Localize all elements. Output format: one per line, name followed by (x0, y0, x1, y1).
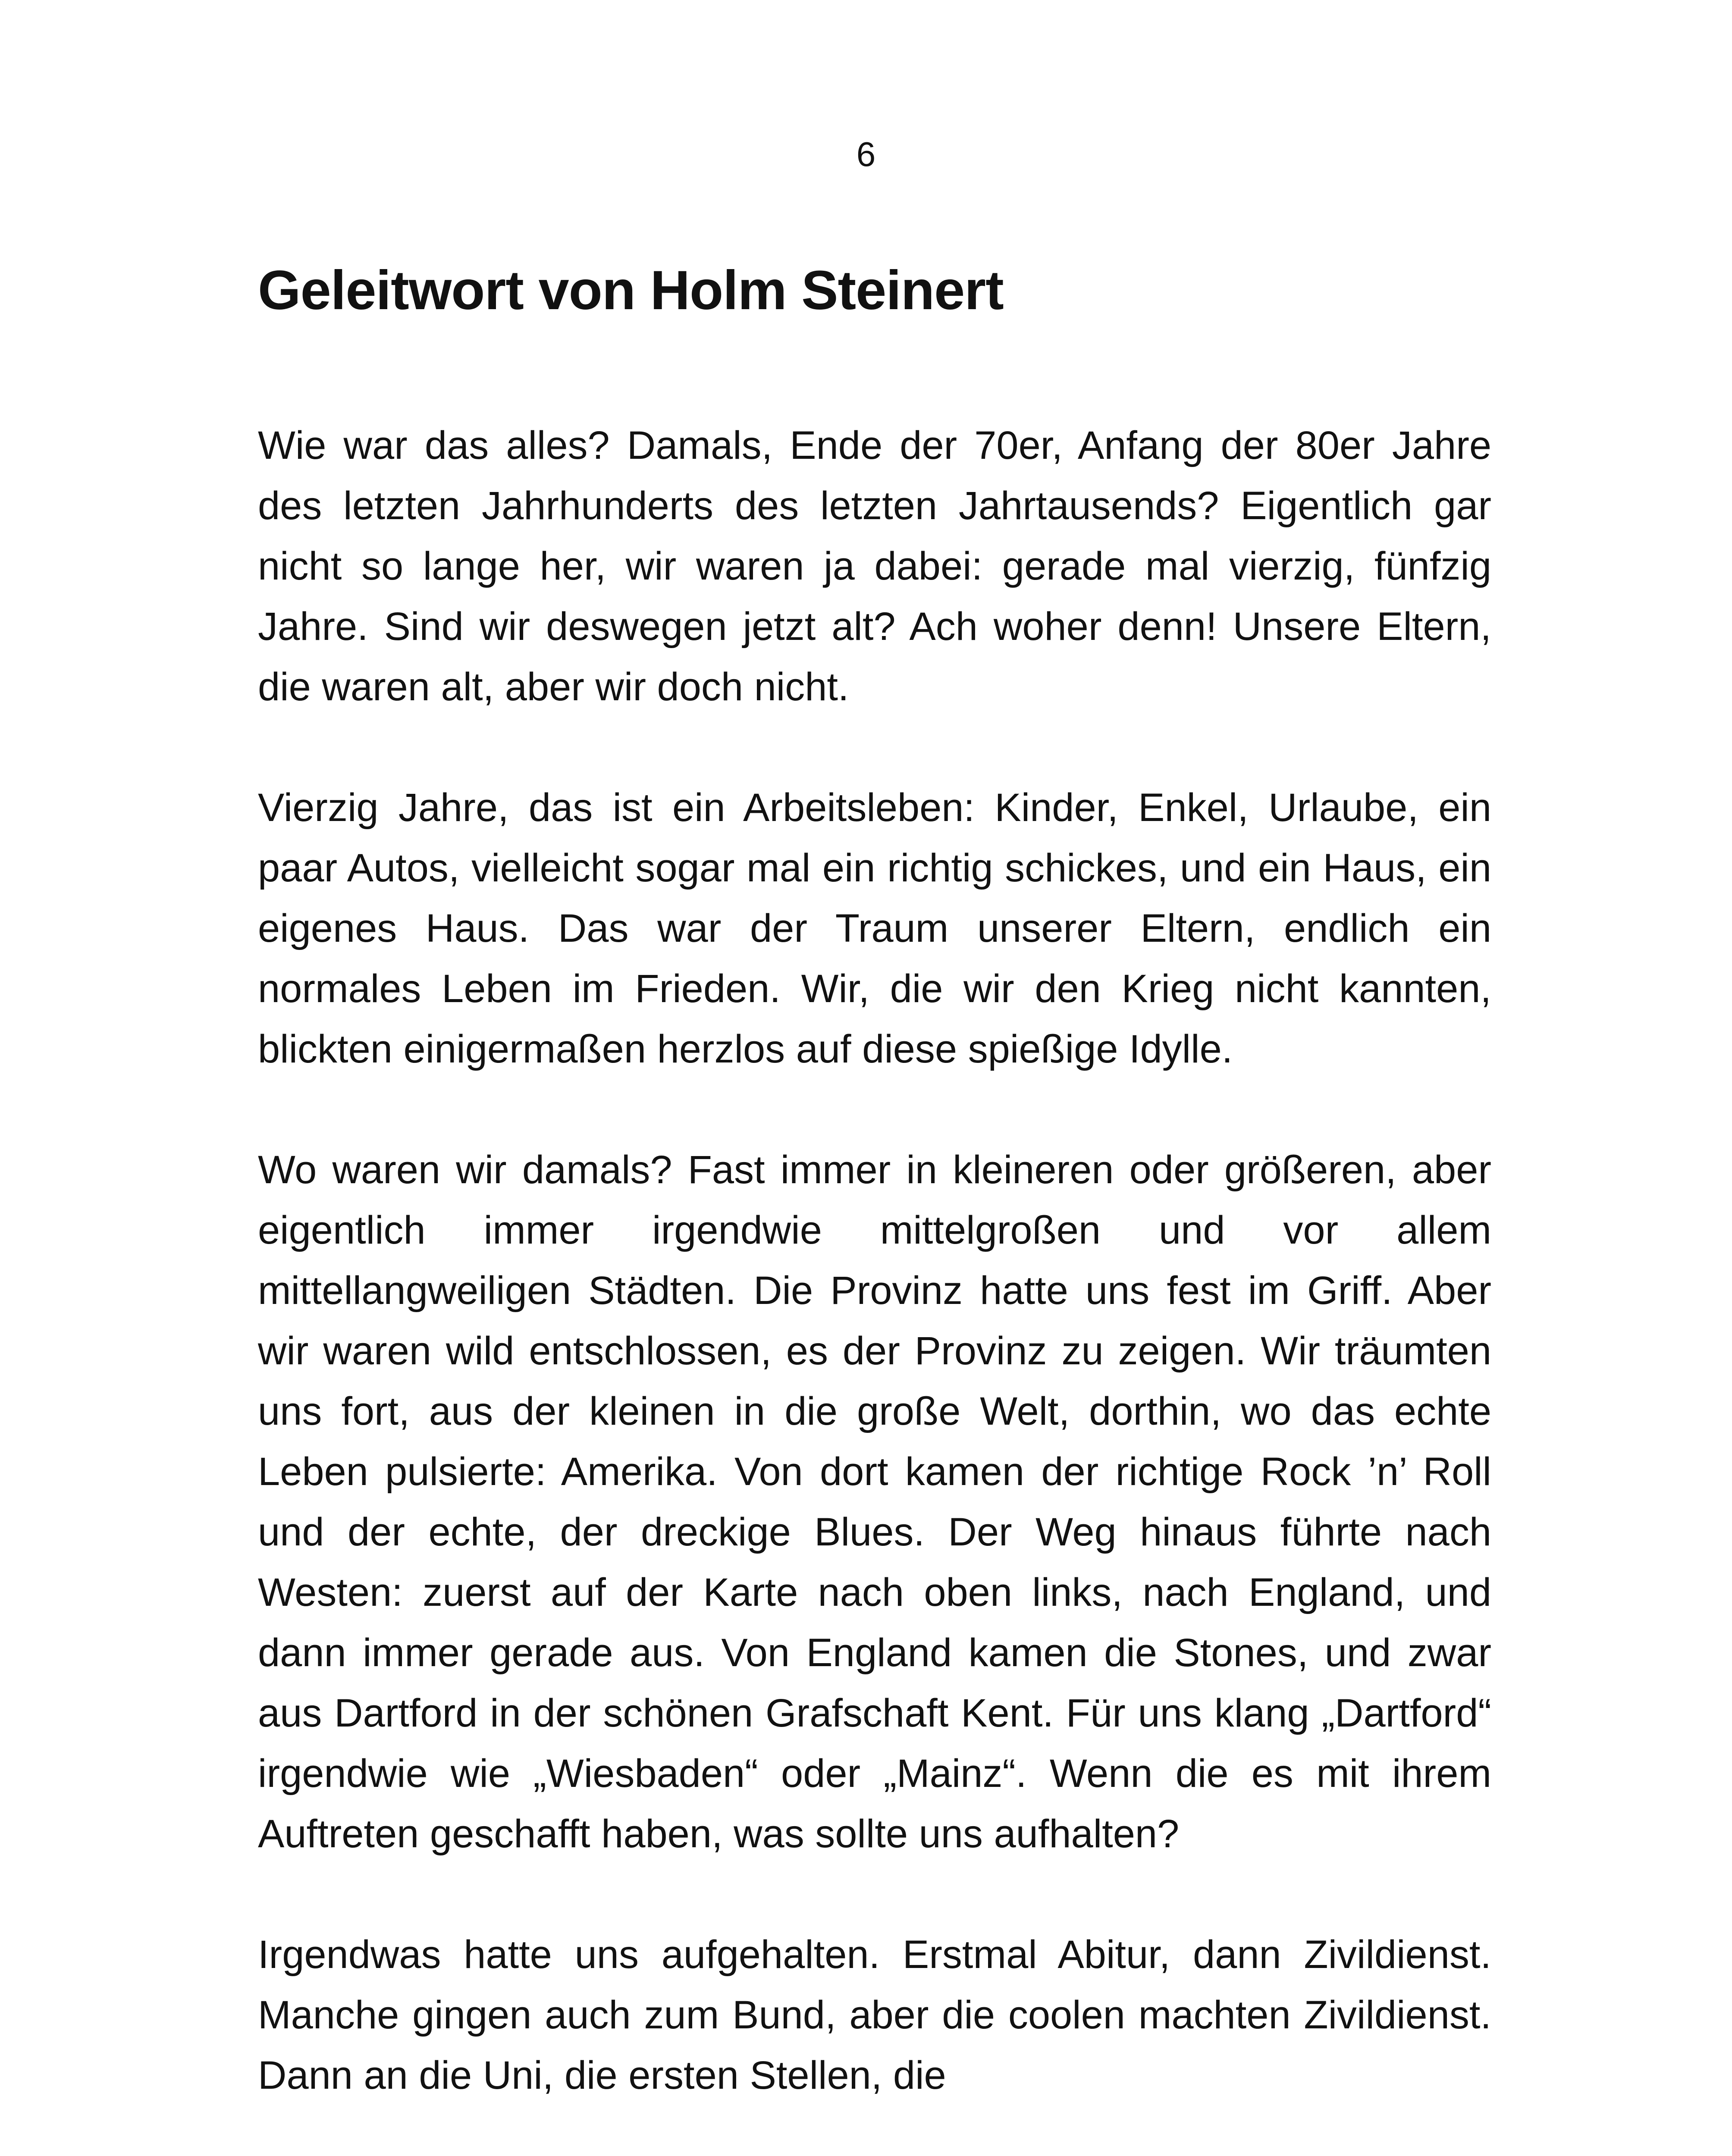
paragraph: Wo waren wir damals? Fast immer in kleineren oder größeren, aber eigentlich immer irgendwie mittelgroßen und vor allem mittellangweiligen Städten. Die Provinz hatte uns fest im Griff. Aber wir waren wild entschlossen, es der Provinz zu zeigen. Wir träumten uns fort, aus der kleinen in die große Welt, dorthin, wo das echte Leben pulsierte: Amerika. Von dort kamen der richtige Rock ’n’ Roll und der echte, der dreckige Blues. Der Weg hinaus führte nach Westen: zuerst auf der Karte nach oben links, nach England, und dann immer gerade aus. Von England kamen die Stones, und zwar aus Dartford in der schönen Grafschaft Kent. Für uns klang „Dartford“ irgendwie wie „Wiesbaden“ oder „Mainz“. Wenn die es mit ihrem Auftreten geschafft haben, was sollte uns aufhalten? (258, 1148, 1491, 1856)
paragraph: Irgendwas hatte uns aufgehalten. Erstmal Abitur, dann Zivildienst. Manche gingen auch zum Bund, aber die coolen machten Zivildienst. Dann an die Uni, die ersten Stellen, die (258, 1933, 1491, 2098)
paragraph: Vierzig Jahre, das ist ein Arbeitsleben: Kinder, Enkel, Urlaube, ein paar Autos, vielleicht sogar mal ein richtig schickes, und ein Haus, ein eigenes Haus. Das war der Traum unserer Eltern, endlich ein normales Leben im Frieden. Wir, die wir den Krieg nicht kannten, blickten einigermaßen herzlos auf diese spießige Idylle. (258, 786, 1491, 1072)
page-content (258, 259, 1491, 2106)
chapter-heading: Geleitwort von Holm Steinert (258, 260, 1004, 321)
page-number: 6 (856, 135, 876, 173)
paragraph: Wie war das alles? Damals, Ende der 70er, Anfang der 80er Jahre des letzten Jahrhunderts des letzten Jahrtausends? Eigentlich gar nicht so lange her, wir waren ja dabei: gerade mal vierzig, fünfzig Jahre. Sind wir deswegen jetzt alt? Ach woher denn! Unsere Eltern, die waren alt, aber wir doch nicht. (258, 423, 1491, 709)
